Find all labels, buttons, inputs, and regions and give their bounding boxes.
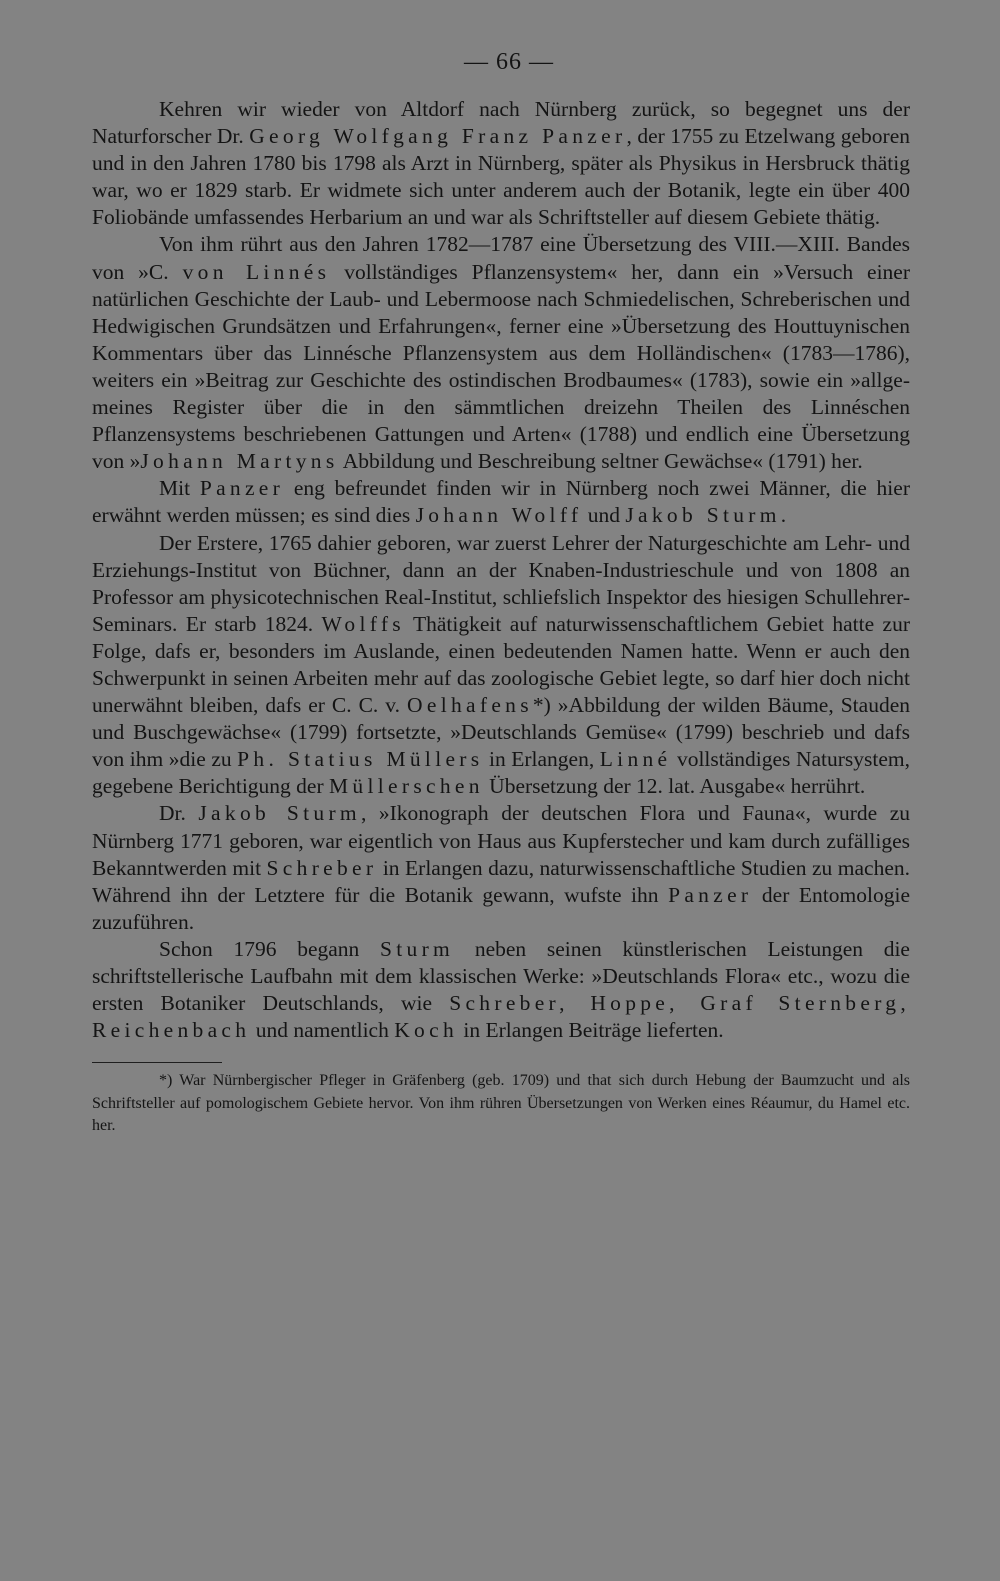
spaced-name: Ph. Statius Müllers — [237, 747, 484, 772]
footnote: *) War Nürnbergischer Pfleger in Gräfenberg (geb. 1709) und that sich durch Hebung der Baumzucht und als Schriftsteller auf pomologischem Gebiete hervor. Von ihm rühren Übersetzungen von Werken eines Réaumur, du Hamel etc. her. — [92, 1072, 910, 1135]
spaced-name: Jakob Sturm — [198, 801, 361, 826]
paragraph — [92, 96, 910, 231]
text-run: in Erlangen Beiträge lieferten. — [458, 1018, 724, 1043]
book-page — [92, 44, 910, 1544]
page-number: — 66 — — [464, 49, 554, 75]
paragraph — [92, 800, 910, 935]
spaced-name: Jakob Sturm — [625, 503, 781, 528]
text-run: , »Ikonograph der deutschen Flora und Fauna«, wurde zu Nürnberg 1771 geboren, war eigentlich von Haus aus Kupferstecher und kam durch zufälliges Bekanntwerden mit — [92, 801, 911, 880]
text-run: vollständiges Pflanzensystem« her, dann ein »Versuch einer natürlichen Geschichte der Laub- und Lebermoose nach Schmiedelischen, Schreberischen und Hedwigischen Grundsätzen und Erfahrungen«, ferner eine »Übersetzung des Houttuynischen Kommentars über das Linnésche Pflanzensystem aus dem Holländischen« (1783—1786), weiters ein »Beitrag zur Geschichte des ostindischen Brodbaumes« (1783), sowie ein »allgemeines Register über die in den sämmtlichen dreizehn Theilen des Linnéschen Pflanzensystems beschriebenen Gattungen und Arten« (1788) und endlich eine Übersetzung von » — [92, 259, 910, 474]
text-run: eng befreundet finden wir in Nürnberg noch zwei Männer, die hier erwähnt werden müssen; es sind dies — [92, 476, 910, 528]
spaced-name: Koch — [394, 1018, 459, 1043]
text-run: Von ihm rührt aus den Jahren 1782—1787 eine Übersetzung des VIII.—XIII. Bandes von »C. — [92, 232, 910, 284]
text-run: Dr. — [159, 801, 199, 826]
text-run: Kehren wir wieder von Altdorf nach Nürnberg zurück, so begegnet uns der Naturforscher Dr. — [92, 97, 910, 149]
text-run: der Entomologie zuzuführen. — [92, 882, 910, 934]
text-run: Übersetzung der 12. lat. Ausgabe« herrührt. — [483, 774, 866, 799]
paragraph — [92, 530, 910, 801]
spaced-name: Sturm — [380, 936, 455, 961]
text-run: neben seinen künstlerischen Leistungen die schriftstellerische Laufbahn mit dem klassischen Werke: »Deutschlands Flora« etc., wozu die ersten Botaniker Deutschlands, wie — [92, 936, 910, 1016]
spaced-name: Panzer — [199, 476, 285, 501]
text-run: vollständiges Natursystem, gegebene Berichtigung der — [92, 747, 910, 799]
spaced-name: Panzer — [668, 882, 753, 907]
spaced-name: Johann Wolff — [415, 503, 583, 528]
text-run: *) »Abbildung der wilden Bäume, Stauden und Buschgewächse« (1799) fortsetzte, »Deutschlands Gemüse« (1799) beschrieb und dafs von ihm »die zu — [92, 693, 910, 772]
text-run: , der 1755 zu Etzelwang geboren und in den Jahren 1780 bis 1798 als Arzt in Nürnberg, später als Physikus in Hersbruck thätig war, wo er 1829 starb. Er widmete sich unter anderem auch der Botanik, legte ein über 400 Foliobände umfassendes Herbarium an und war als Schriftsteller auf diesem Gebiete thätig. — [92, 124, 910, 230]
text-run: in Erlangen, — [483, 747, 600, 772]
text-run: Thätigkeit auf naturwissenschaftlichem Gebiet hatte zur Folge, dafs er, besonders im Auslande, einen bedeutenden Namen hatte. Wenn er auch den Schwerpunkt in seinen Arbeiten mehr auf das zoologische Gebiet legte, so darf hier doch nicht unerwähnt bleiben, dafs er C. C. v. — [92, 611, 910, 718]
spaced-name: Schreber, Hoppe, Graf Sternberg, Reichenbach — [92, 991, 910, 1043]
paragraph — [92, 936, 910, 1044]
spaced-name: Wolffs — [321, 611, 405, 636]
spaced-name: Müllerschen — [329, 774, 484, 799]
text-run: und — [582, 503, 626, 528]
text-run: . — [780, 503, 787, 528]
text-run: Mit — [159, 476, 200, 501]
paragraph — [92, 231, 910, 475]
spaced-name: Schreber — [266, 855, 378, 880]
text-run: Der Erstere, 1765 dahier geboren, war zuerst Lehrer der Naturgeschichte am Lehr- und Erziehungs-Institut von Büchner, dann an der Knaben-Industrieschule und von 1808 an Professor am physicotechnischen Real-Institut, schliefslich Inspektor des hiesigen Schullehrer-Seminars. Er starb 1824. — [92, 530, 910, 636]
spaced-name: von Linnés — [182, 259, 331, 284]
paragraph — [92, 475, 910, 529]
text-run: und namentlich — [250, 1018, 395, 1043]
body-text — [92, 96, 910, 1044]
footnote-rule — [92, 1062, 222, 1063]
text-run: Abbildung und Beschreibung seltner Gewächse« (1791) her. — [338, 449, 863, 474]
spaced-name: Linné — [599, 747, 672, 772]
text-run: in Erlangen dazu, naturwissenschaftliche Studien zu machen. Während ihn der Letztere für die Botanik gewann, wufste ihn — [92, 855, 910, 907]
spaced-name: Georg Wolfgang Franz Panzer — [249, 124, 627, 149]
spaced-name: Johann Martyns — [140, 449, 339, 474]
text-run: Schon 1796 begann — [159, 936, 381, 961]
spaced-name: Oelhafens — [407, 693, 533, 718]
